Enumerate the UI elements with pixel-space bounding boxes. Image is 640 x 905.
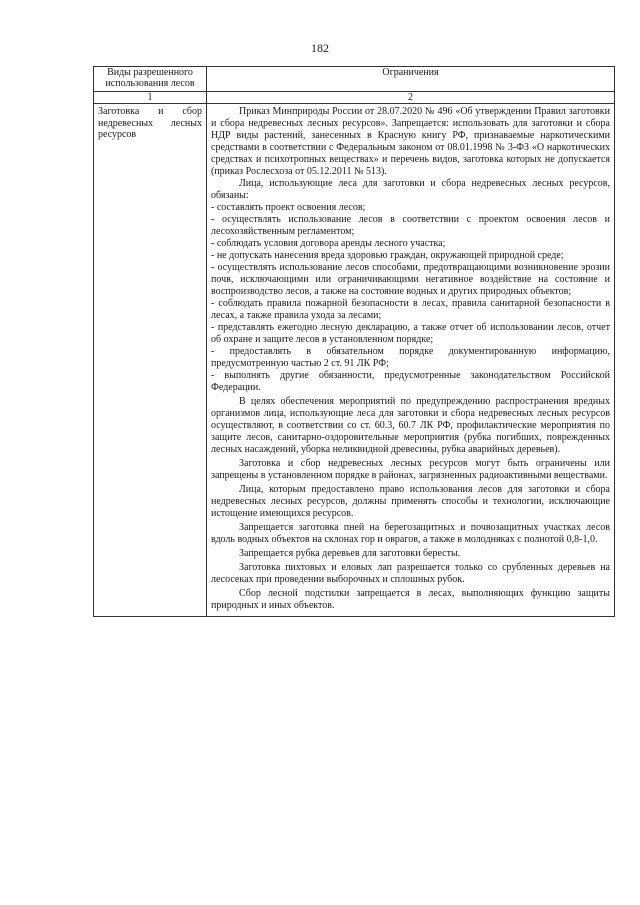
restriction-paragraph: - осуществлять использование лесов в соответствии с проектом освоения лесов и лесохозяйственным регламентом; (211, 214, 610, 237)
restriction-paragraph: Приказ Минприроды России от 28.07.2020 № 496 «Об утверждении Правил заготовки и сбора недревесных лесных ресурсов». Запрещается: использовать для заготовки и сбора НДР виды растений, занесенных в Красную книгу РФ, признаваемые наркотическими средствами в соответствии с Федеральным законом от 08.01.1998 № 3-ФЗ «О наркотических средствах и психотропных веществах» и перечень видов, заготовка которых не допускается (приказ Рослесхоза от 05.12.2011 № 513). (211, 106, 610, 177)
restrictions-table (93, 66, 615, 617)
restriction-paragraph: - осуществлять использование лесов способами, предотвращающими возникновение эрозии почв, исключающими или ограничивающими негативное воздействие на состояние и воспроизводство лесов, а также на состояние водных и других природных объектов; (211, 262, 610, 297)
restriction-paragraph: - не допускать нанесения вреда здоровью граждан, окружающей природной среде; (211, 250, 564, 261)
restriction-paragraph: Запрещается заготовка пней на берегозащитных и почвозащитных участках лесов вдоль водных объектов на склонах гор и оврагов, а также в молодняках с полнотой 0,8-1,0. (211, 522, 610, 545)
restriction-paragraph: - составлять проект освоения лесов; (211, 202, 366, 213)
header-restrictions: Ограничения (207, 67, 615, 92)
column-number-1: 1 (94, 92, 207, 104)
forest-use-type-cell: Заготовка и сбор недревесных лесных ресурсов (94, 104, 207, 617)
restrictions-cell (207, 104, 615, 617)
restriction-paragraph: В целях обеспечения мероприятий по предупреждению распространения вредных организмов лица, использующие леса для заготовки и сбора недревесных лесных ресурсов осуществляют, в соответствии со ст. 60.3, 60.7 ЛК РФ, профилактические мероприятия по защите лесов, санитарно-оздоровительные мероприятия (рубка погибших, поврежденных лесных насаждений, уборка неликвидной древесины, рубка аварийных деревьев). (211, 396, 610, 455)
restriction-paragraph: - соблюдать условия договора аренды лесного участка; (211, 238, 446, 249)
page-number: 182 (311, 41, 329, 55)
restriction-paragraph: - представлять ежегодно лесную декларацию, а также отчет об использовании лесов, отчет об охране и защите лесов в установленном порядке; (211, 322, 610, 345)
column-number-row (94, 92, 615, 104)
header-forest-use-types: Виды разрешенного использования лесов (94, 67, 207, 92)
table-header-row (94, 67, 615, 92)
restriction-paragraph: Запрещается рубка деревьев для заготовки бересты. (239, 548, 461, 559)
restriction-paragraph: Заготовка и сбор недревесных лесных ресурсов могут быть ограничены или запрещены в установленном порядке в районах, загрязненных радиоактивными веществами. (211, 458, 610, 481)
restriction-paragraph: Лица, использующие леса для заготовки и сбора недревесных лесных ресурсов, обязаны: (211, 178, 610, 201)
restriction-paragraph: Сбор лесной подстилки запрещается в лесах, выполняющих функцию защиты природных и иных объектов. (211, 588, 610, 611)
restriction-paragraph: Лица, которым предоставлено право использования лесов для заготовки и сбора недревесных лесных ресурсов, должны применять способы и технологии, исключающие истощение имеющихся ресурсов. (211, 484, 610, 519)
restriction-paragraph: - выполнять другие обязанности, предусмотренные законодательством Российской Федерации. (211, 370, 610, 393)
table-row (94, 104, 615, 617)
restriction-paragraph: - предоставлять в обязательном порядке документированную информацию, предусмотренную частью 2 ст. 91 ЛК РФ; (211, 346, 610, 369)
restriction-paragraph: - соблюдать правила пожарной безопасности в лесах, правила санитарной безопасности в лесах, а также правила ухода за лесами; (211, 298, 610, 321)
column-number-2: 2 (207, 92, 615, 104)
restriction-paragraph: Заготовка пихтовых и еловых лап разрешается только со срубленных деревьев на лесосеках при проведении выборочных и сплошных рубок. (211, 562, 610, 585)
